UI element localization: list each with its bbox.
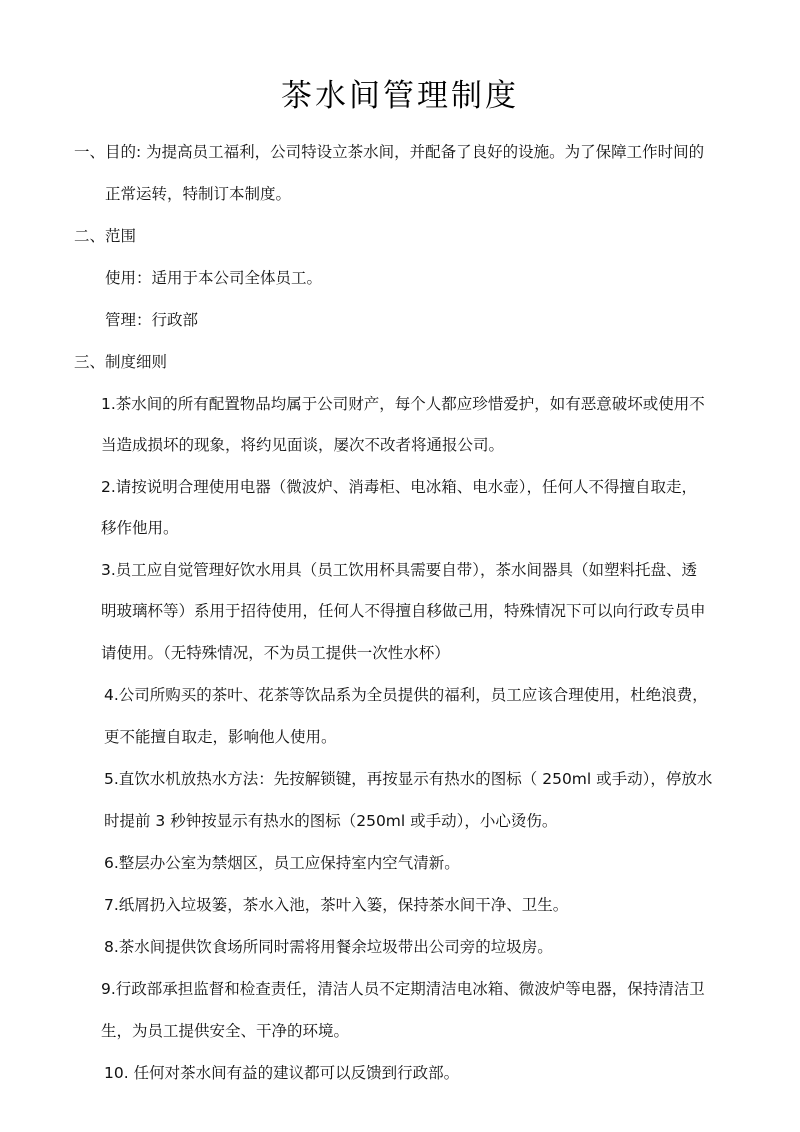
rule-1-line-2: 当造成损坏的现象，将约见面谈，屡次不改者将通报公司。 xyxy=(101,436,505,454)
rule-7: 7.纸屑扔入垃圾篓，茶水入池，茶叶入篓，保持茶水间干净、卫生。 xyxy=(104,896,569,914)
rule-3-line-2: 明玻璃杯等）系用于招待使用，任何人不得擅自移做己用，特殊情况下可以向行政专员申 xyxy=(101,602,706,620)
rule-6: 6.整层办公室为禁烟区，员工应保持室内空气清新。 xyxy=(104,854,460,872)
rule-3-line-1: 3.员工应自觉管理好饮水用具（员工饮用杯具需要自带），茶水间器具（如塑料托盘、透 xyxy=(101,561,698,579)
rule-2-line-1: 2.请按说明合理使用电器（微波炉、消毒柜、电冰箱、电水壶），任何人不得擅自取走， xyxy=(101,478,698,496)
rule-1-line-1: 1.茶水间的所有配置物品均属于公司财产，每个人都应珍惜爱护，如有恶意破坏或使用不 xyxy=(101,395,705,413)
document-title: 茶水间管理制度 xyxy=(281,78,519,114)
section-purpose-line-1: 一、目的: 为提高员工福利，公司特设立茶水间，并配备了良好的设施。为了保障工作时间的 xyxy=(74,143,705,161)
scope-usage: 使用：适用于本公司全体员工。 xyxy=(105,269,323,287)
section-scope-heading: 二、范围 xyxy=(74,227,137,245)
rule-3-line-3: 请使用。（无特殊情况，不为员工提供一次性水杯） xyxy=(101,644,450,662)
section-rules-heading: 三、制度细则 xyxy=(74,353,168,371)
rule-5-line-2: 时提前 3 秒钟按显示有热水的图标（250ml 或手动），小心烫伤。 xyxy=(104,812,558,830)
rule-2-line-2: 移作他用。 xyxy=(101,519,179,537)
rule-8: 8.茶水间提供饮食场所同时需将用餐余垃圾带出公司旁的垃圾房。 xyxy=(104,938,553,956)
scope-management: 管理：行政部 xyxy=(105,311,199,329)
rule-4-line-2: 更不能擅自取走，影响他人使用。 xyxy=(104,728,337,746)
rule-4-line-1: 4.公司所购买的茶叶、花茶等饮品系为全员提供的福利，员工应该合理使用，杜绝浪费， xyxy=(104,686,708,704)
rule-9-line-2: 生，为员工提供安全、干净的环境。 xyxy=(101,1022,350,1040)
rule-10: 10. 任何对茶水间有益的建议都可以反馈到行政部。 xyxy=(104,1064,460,1082)
section-purpose-line-2: 正常运转，特制订本制度。 xyxy=(105,185,292,203)
rule-5-line-1: 5.直饮水机放热水方法：先按解锁键，再按显示有热水的图标（ 250ml 或手动），停放水 xyxy=(104,770,713,788)
rule-9-line-1: 9.行政部承担监督和检查责任，清洁人员不定期清洁电冰箱、微波炉等电器，保持清洁卫 xyxy=(101,980,705,998)
